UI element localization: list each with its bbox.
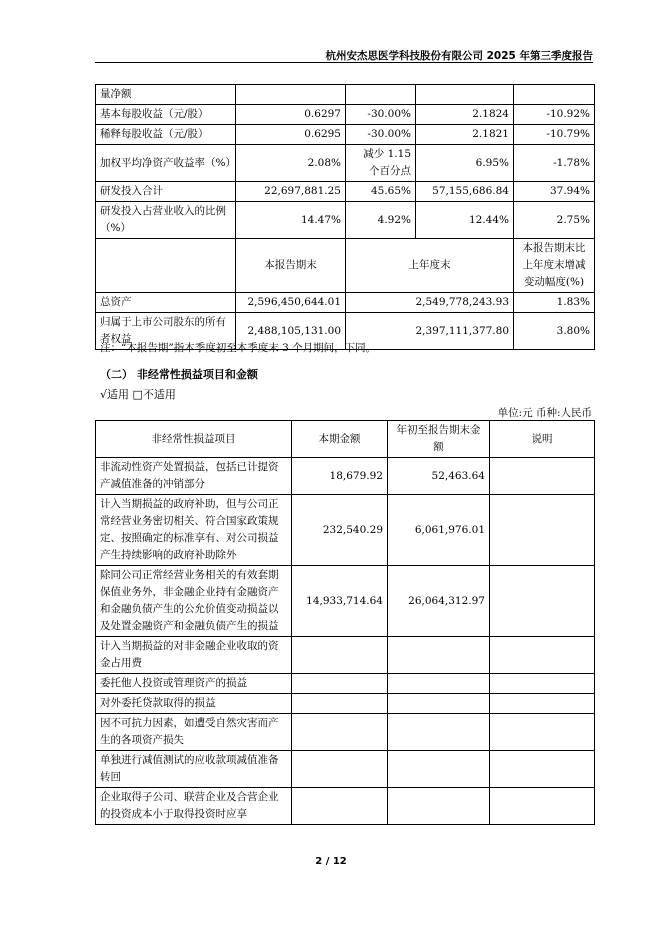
- table-cell: 4.92%: [346, 202, 416, 239]
- table-cell: -10.92%: [514, 105, 595, 125]
- table-row: [96, 202, 595, 239]
- table-cell: 6.95%: [416, 145, 514, 182]
- table-row: [96, 637, 595, 674]
- table-row: [96, 495, 595, 566]
- table-row: [96, 566, 595, 637]
- table-cell: [490, 788, 595, 825]
- table-row: [96, 85, 595, 105]
- table-cell: -30.00%: [346, 105, 416, 125]
- table-cell: 26,064,312.97: [388, 566, 490, 637]
- row-label: 计入当期损益的政府补助，但与公司正常经营业务密切相关、符合国家政策规定、按照确定的标准享有、对公司损益产生持续影响的政府补助除外: [96, 495, 292, 566]
- table-cell: 2,397,111,377.80: [346, 313, 514, 350]
- table-cell: [388, 637, 490, 674]
- table-cell: -30.00%: [346, 125, 416, 145]
- table-cell: [416, 85, 514, 105]
- table-cell: [388, 751, 490, 788]
- table-cell: 14,933,714.64: [292, 566, 388, 637]
- row-label: 因不可抗力因素，如遭受自然灾害而产生的各项资产损失: [96, 714, 292, 751]
- table-subheader-row: [96, 239, 595, 293]
- table-cell: 2.1821: [416, 125, 514, 145]
- table-cell: 0.6297: [236, 105, 346, 125]
- table-cell: 2,596,450,644.01: [236, 293, 346, 313]
- row-label: 研发投入占营业收入的比例（%）: [96, 202, 236, 239]
- table-cell: 22,697,881.25: [236, 182, 346, 202]
- row-label: 计入当期损益的对非金融企业收取的资金占用费: [96, 637, 292, 674]
- table-cell: [388, 694, 490, 714]
- table-cell: [490, 714, 595, 751]
- header-current-amount: 本期金额: [292, 421, 388, 458]
- table-cell: [292, 788, 388, 825]
- table-cell: [514, 85, 595, 105]
- row-label: 单独进行减值测试的应收款项减值准备转回: [96, 751, 292, 788]
- page-number: 2 / 12: [315, 856, 347, 867]
- non-recurring-items-table: [95, 420, 595, 825]
- table-cell: [490, 458, 595, 495]
- header-item: 非经常性损益项目: [96, 421, 292, 458]
- row-label: 非流动性资产处置损益，包括已计提资产减值准备的冲销部分: [96, 458, 292, 495]
- financial-indicators-table: [95, 84, 595, 350]
- table-cell: 2.1824: [416, 105, 514, 125]
- table-row: [96, 694, 595, 714]
- table-cell: [388, 714, 490, 751]
- table-cell: 2,549,778,243.93: [346, 293, 514, 313]
- table-row: [96, 182, 595, 202]
- table-cell: [292, 637, 388, 674]
- table-cell: [292, 694, 388, 714]
- row-label: 企业取得子公司、联营企业及合营企业的投资成本小于取得投资时应享: [96, 788, 292, 825]
- footnote: 注：“本报告期”指本季度初至本季度末 3 个月期间，下同。: [100, 342, 377, 354]
- table-cell: 37.94%: [514, 182, 595, 202]
- header-current-period-end: 本报告期末: [236, 239, 346, 293]
- table-row: [96, 714, 595, 751]
- table-cell: 1.83%: [514, 293, 595, 313]
- table-cell: [490, 495, 595, 566]
- table-cell: 232,540.29: [292, 495, 388, 566]
- header-prior-year-end: 上年度末: [346, 239, 514, 293]
- table-cell: 57,155,686.84: [416, 182, 514, 202]
- table-cell: [388, 674, 490, 694]
- header-change-percent: 本报告期末比上年度末增减变动幅度(%): [514, 239, 595, 293]
- row-label: 加权平均净资产收益率（%）: [96, 145, 236, 182]
- table-cell: [292, 751, 388, 788]
- table-cell: 0.6295: [236, 125, 346, 145]
- row-label: 总资产: [96, 293, 236, 313]
- table-cell: 减少 1.15 个百分点: [346, 145, 416, 182]
- table-row: [96, 458, 595, 495]
- section-title: （二） 非经常性损益项目和金额: [100, 368, 258, 381]
- table-cell: 52,463.64: [388, 458, 490, 495]
- table-cell: 45.65%: [346, 182, 416, 202]
- table-cell: 6,061,976.01: [388, 495, 490, 566]
- table-cell: [292, 674, 388, 694]
- table-cell: [490, 637, 595, 674]
- row-label: 基本每股收益（元/股）: [96, 105, 236, 125]
- table-cell: [388, 788, 490, 825]
- table-cell: [292, 714, 388, 751]
- table-cell: [346, 85, 416, 105]
- table-header-row: [96, 421, 595, 458]
- row-label: 对外委托贷款取得的损益: [96, 694, 292, 714]
- table-cell: 2,488,105,131.00: [236, 313, 346, 350]
- header-divider: [95, 62, 593, 63]
- table-cell: -10.79%: [514, 125, 595, 145]
- header-remarks: 说明: [490, 421, 595, 458]
- table-cell: 12.44%: [416, 202, 514, 239]
- table-cell: [490, 566, 595, 637]
- table-cell: 2.08%: [236, 145, 346, 182]
- table-row: [96, 145, 595, 182]
- table-row: [96, 788, 595, 825]
- row-label: 研发投入合计: [96, 182, 236, 202]
- table-cell: -1.78%: [514, 145, 595, 182]
- row-label: 委托他人投资或管理资产的损益: [96, 674, 292, 694]
- table-row: [96, 751, 595, 788]
- table-row: [96, 293, 595, 313]
- table-cell: 14.47%: [236, 202, 346, 239]
- header-ytd-amount: 年初至报告期末金额: [388, 421, 490, 458]
- table-cell: [490, 694, 595, 714]
- table-cell: [490, 674, 595, 694]
- table-row: [96, 105, 595, 125]
- table-row: [96, 674, 595, 694]
- applicable-checkbox-line: √适用 □不适用: [100, 388, 176, 401]
- table-row: [96, 125, 595, 145]
- table-cell: [236, 85, 346, 105]
- row-label: 量净额: [96, 85, 236, 105]
- table-cell: [96, 239, 236, 293]
- table-cell: 2.75%: [514, 202, 595, 239]
- table-cell: 18,679.92: [292, 458, 388, 495]
- table-cell: 3.80%: [514, 313, 595, 350]
- report-header: 杭州安杰思医学科技股份有限公司 2025 年第三季度报告: [325, 50, 593, 62]
- row-label: 除同公司正常经营业务相关的有效套期保值业务外，非金融企业持有金融资产和金融负债产生的公允价值变动损益以及处置金融资产和金融负债产生的损益: [96, 566, 292, 637]
- row-label: 归属于上市公司股东的所有者权益: [96, 313, 236, 350]
- row-label: 稀释每股收益（元/股）: [96, 125, 236, 145]
- currency-unit: 单位:元 币种:人民币: [497, 407, 592, 419]
- table-cell: [490, 751, 595, 788]
